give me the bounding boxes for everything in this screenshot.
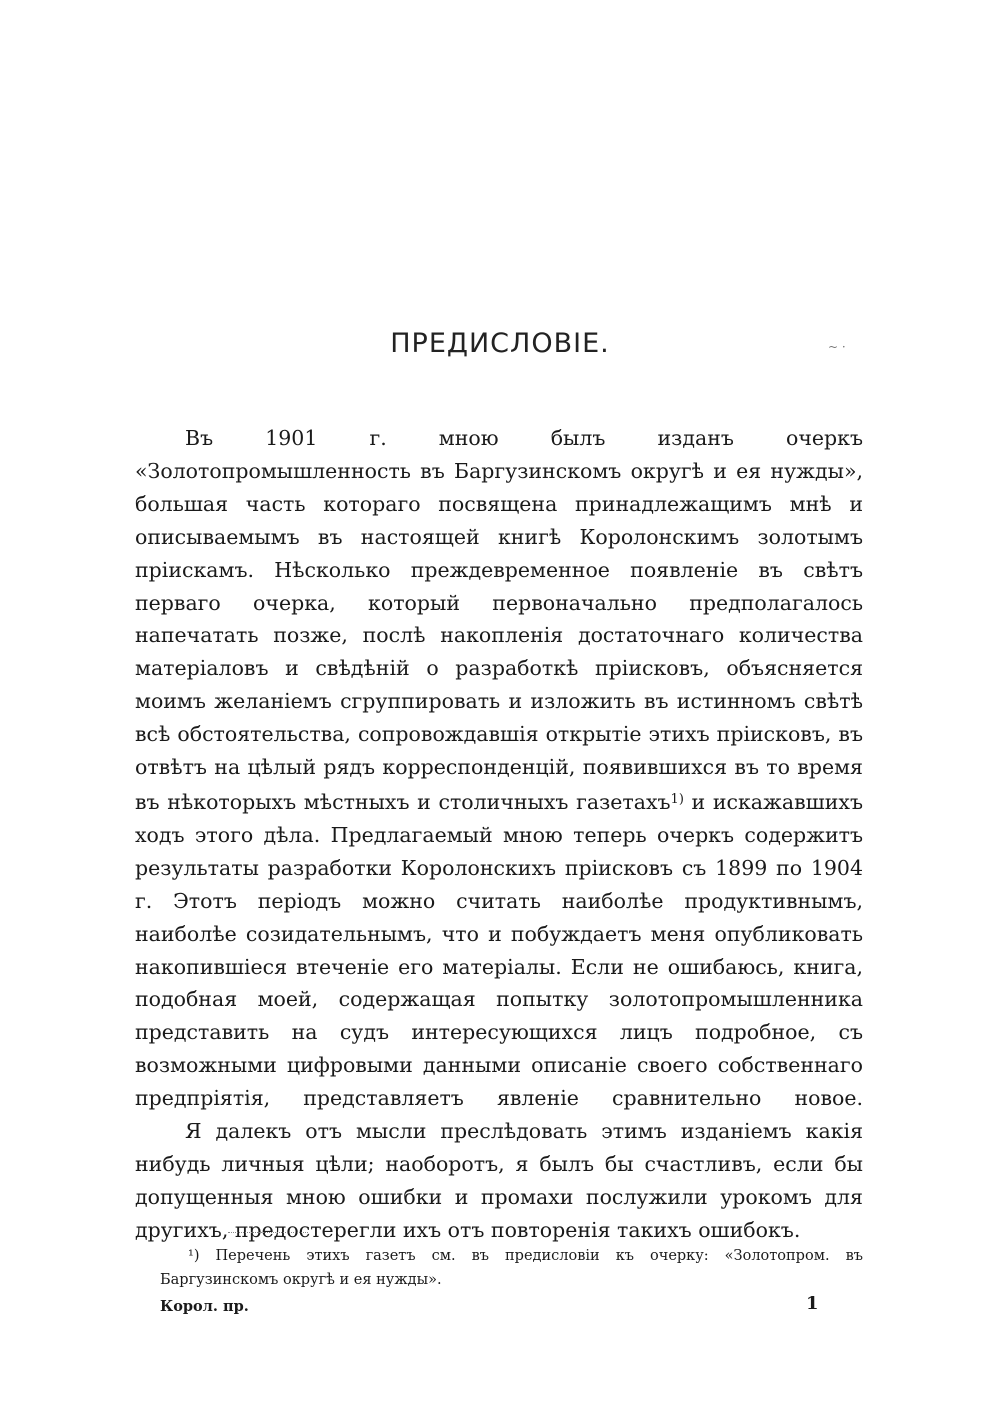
footnote-marker: 1): [670, 791, 684, 807]
page-title: ПРЕДИСЛОВІЕ.: [390, 328, 610, 359]
paragraph-1-continuation: и искажавшихъ ходъ этого дѣла. Предлагаемый мною теперь очеркъ содержитъ результаты разработки Королонскихъ пріисковъ съ 1899 по 1904 г. Этотъ періодъ можно считать наиболѣе продуктивнымъ, наиболѣе созидательнымъ, что и побуждаетъ меня опубликовать накопившіеся втеченіе его матеріалы. Если не ошибаюсь, книга, подобная моей, содержащая попытку золотопромышленника представить на судъ интересующихся лицъ подробное, съ возможными цифровыми данными описаніе своего собственнаго предпріятія, представляетъ явленіе сравнительно новое.: [135, 789, 863, 1111]
footnote: ¹) Перечень этихъ газетъ см. въ предисловіи къ очерку: «Золотопром. въ Баргузинскомъ округѣ и ея нужды».: [160, 1248, 863, 1288]
main-text: [135, 422, 863, 1247]
footnote-divider: [228, 1232, 308, 1233]
paragraph-1-text: Въ 1901 г. мною былъ изданъ очеркъ «Золотопромышленность въ Баргузинскомъ округѣ и ея нужды», большая часть котораго посвящена принадлежащимъ мнѣ и описываемымъ въ настоящей книгѣ Королонскимъ золотымъ пріискамъ. Нѣсколько преждевременное появленіе въ свѣтъ перваго очерка, который первоначально предполагалось напечатать позже, послѣ накопленія достаточнаго количества матеріаловъ и свѣдѣній о разработкѣ пріисковъ, объясняется моимъ желаніемъ сгруппировать и изложить въ истинномъ свѣтѣ всѣ обстоятельства, сопровождавшія открытіе этихъ пріисковъ, въ отвѣтъ на цѣлый рядъ корреспонденцій, появившихся въ то время въ нѣкоторыхъ мѣстныхъ и столичныхъ газетахъ: [135, 426, 863, 814]
paragraph-1: [135, 422, 863, 1115]
signature-mark: Корол. пр.: [160, 1298, 249, 1315]
paragraph-2: Я далекъ отъ мысли преслѣдовать этимъ изданіемъ какія нибудь личныя цѣли; наоборотъ, я былъ бы счастливъ, если бы допущенныя мною ошибки и промахи послужили урокомъ для другихъ, предостерегли ихъ отъ повторенія такихъ ошибокъ.: [135, 1119, 863, 1242]
printer-speck: ~ ·: [828, 340, 846, 354]
page-number: 1: [806, 1293, 819, 1314]
